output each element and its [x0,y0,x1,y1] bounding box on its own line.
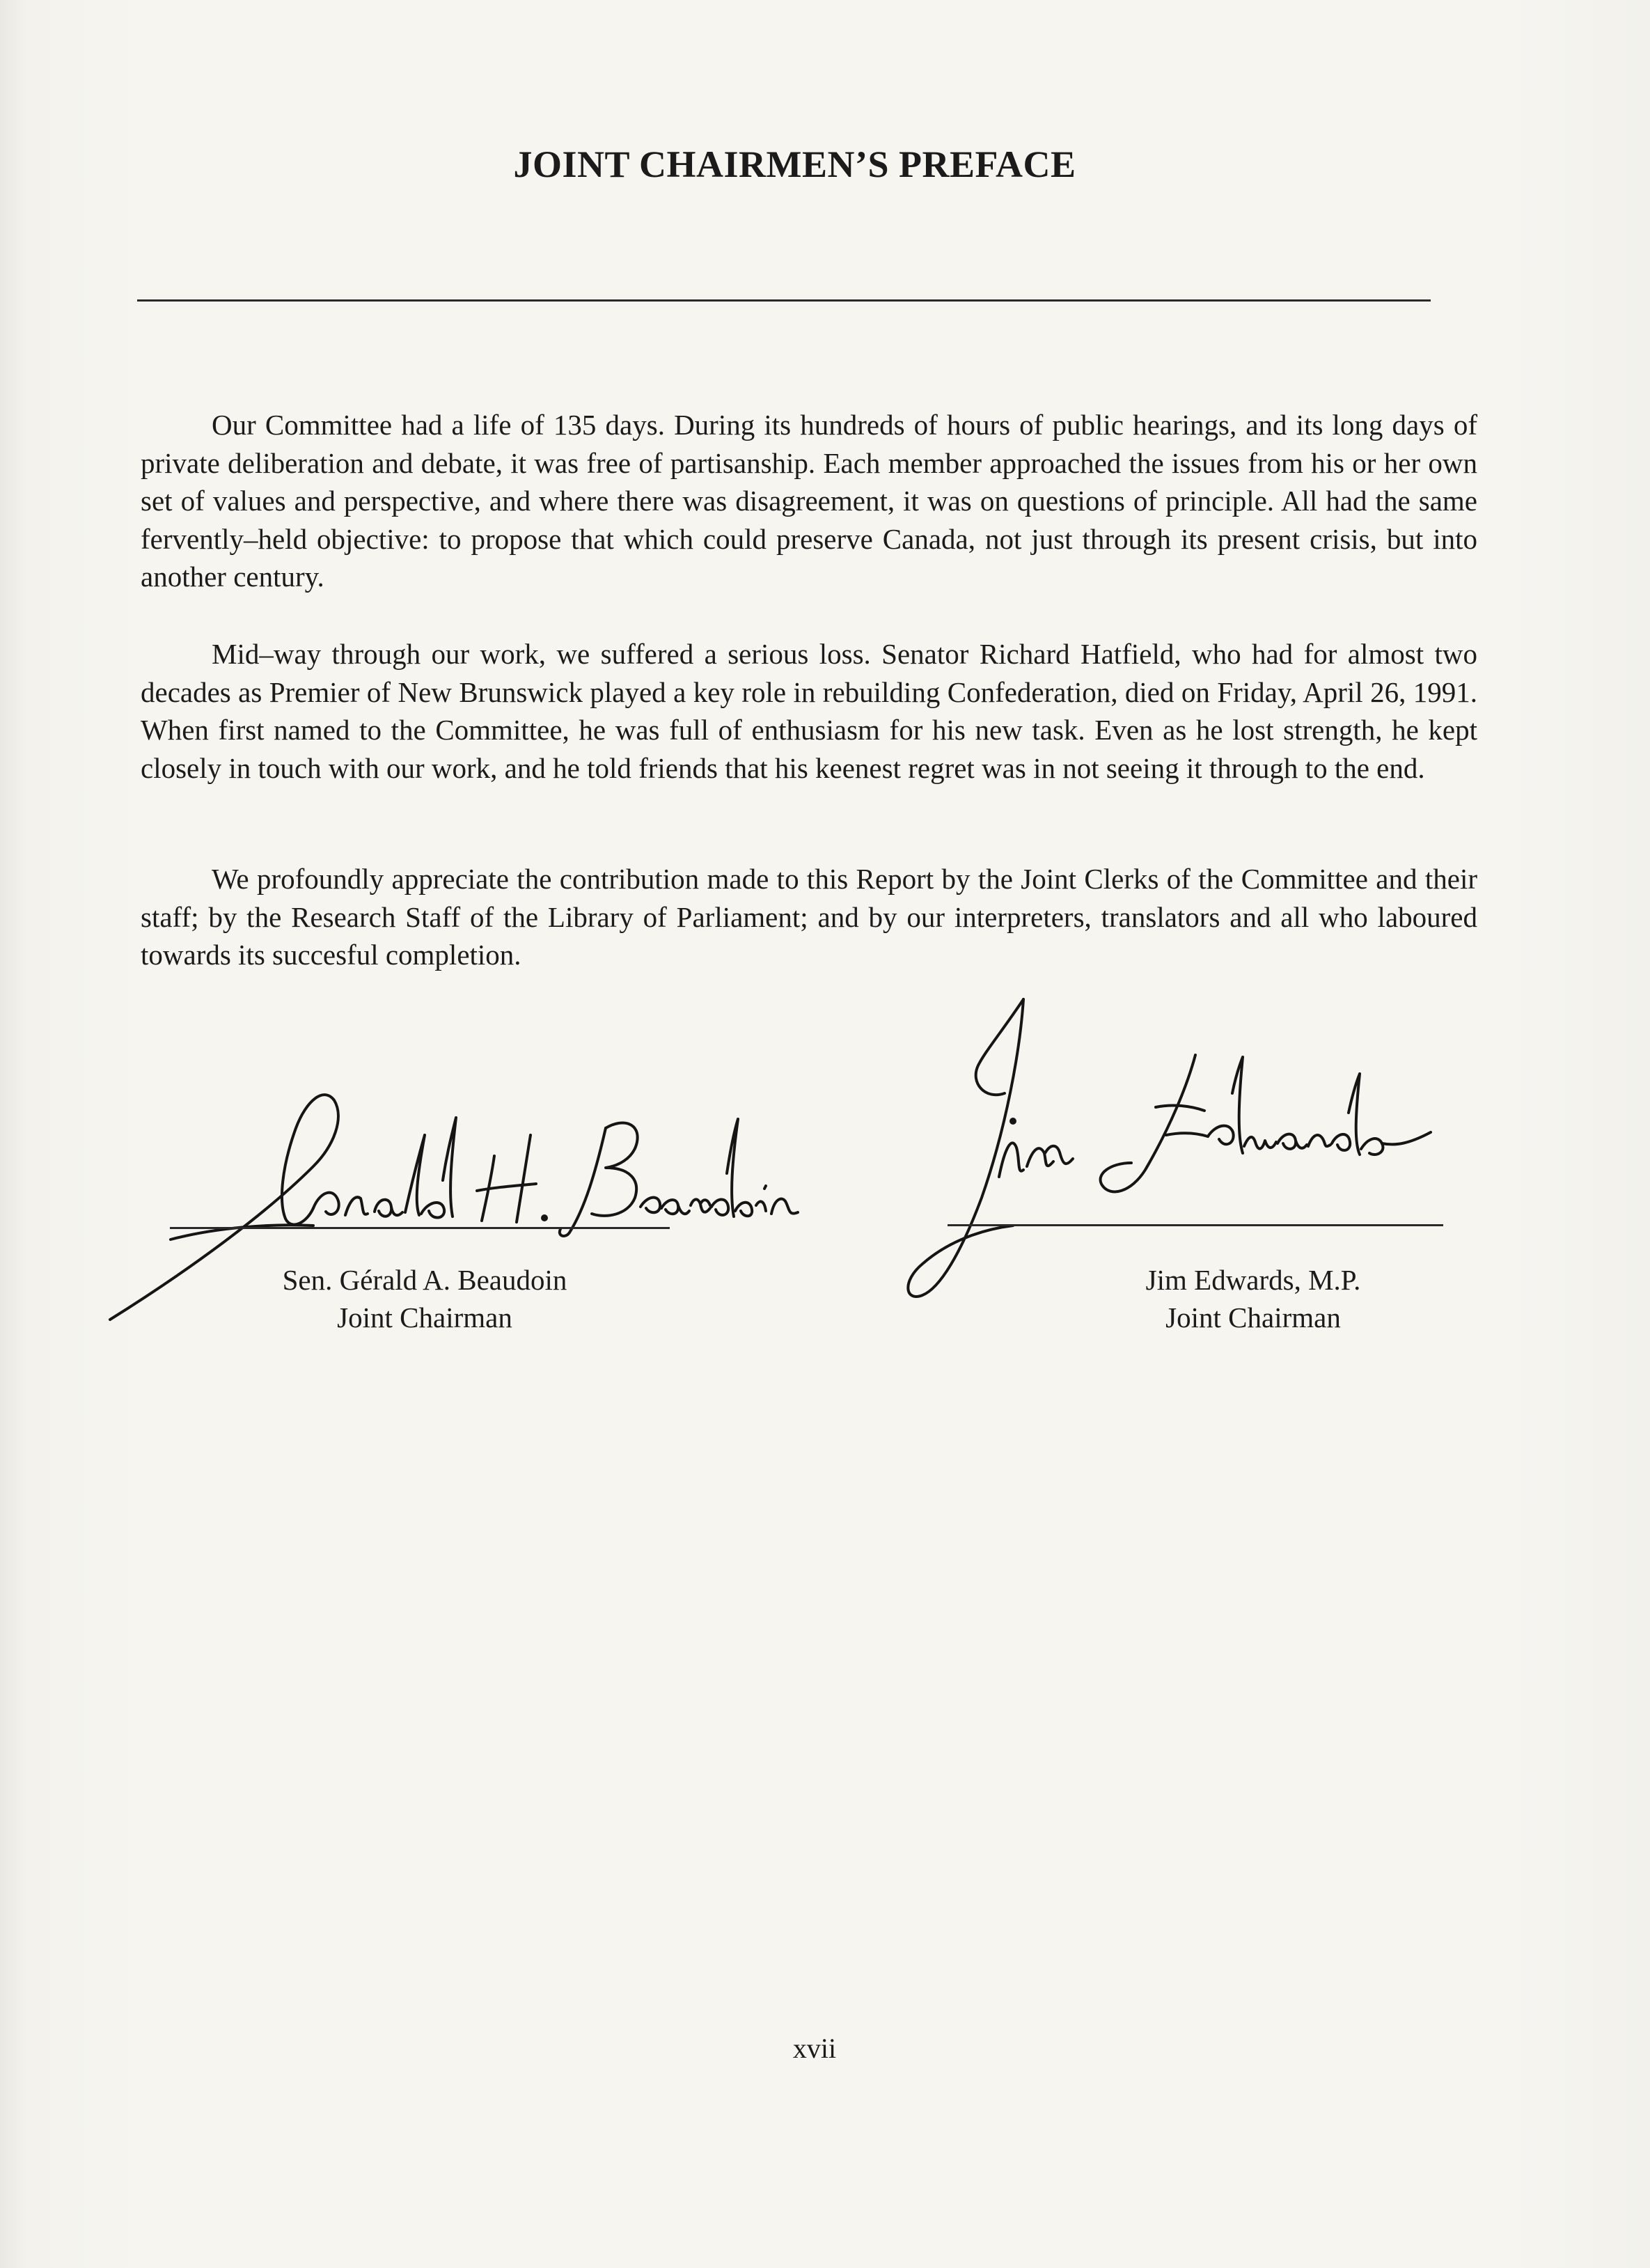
paragraph-committee-life: Our Committee had a life of 135 days. During its hundreds of hours of public hearings, and its long days of private deliberation and debate, it was free of partisanship. Each member approached the issues from his or her own set of values and perspective, and where there was disagreement, it was on questions of principle. All had the same fervently–held objective: to propose that which could preserve Canada, not just through its present crisis, but into another century. [141,409,1477,593]
page-number: xvii [792,2033,837,2064]
page-title: JOINT CHAIRMEN’S PREFACE [513,143,1076,185]
signature-line-edwards [948,1224,1443,1226]
signatory-role-edwards: Joint Chairman [1165,1301,1341,1334]
title-divider [137,299,1431,302]
signatory-name-edwards: Jim Edwards, M.P. [1145,1264,1361,1296]
signature-line-beaudoin [170,1227,670,1229]
signatory-name-beaudoin: Sen. Gérald A. Beaudoin [282,1264,567,1296]
paragraph-acknowledgements: We profoundly appreciate the contribution made to this Report by the Joint Clerks of the Committee and their staff; by the Research Staff of the Library of Parliament; and by our interpreters, translators and all who laboured towards its succesful completion. [141,863,1477,971]
signatory-role-beaudoin: Joint Chairman [337,1301,512,1334]
signature-edwards [881,989,1452,1302]
paragraph-hatfield-loss: Mid–way through our work, we suffered a serious loss. Senator Richard Hatfield, who had for almost two decades as Premier of New Brunswick played a key role in rebuilding Confederation, died on Friday, April 26, 1991. When first named to the Committee, he was full of enthusiasm for his new task. Even as he lost strength, he kept closely in touch with our work, and he told friends that his keenest regret was in not seeing it through to the end. [141,638,1477,784]
